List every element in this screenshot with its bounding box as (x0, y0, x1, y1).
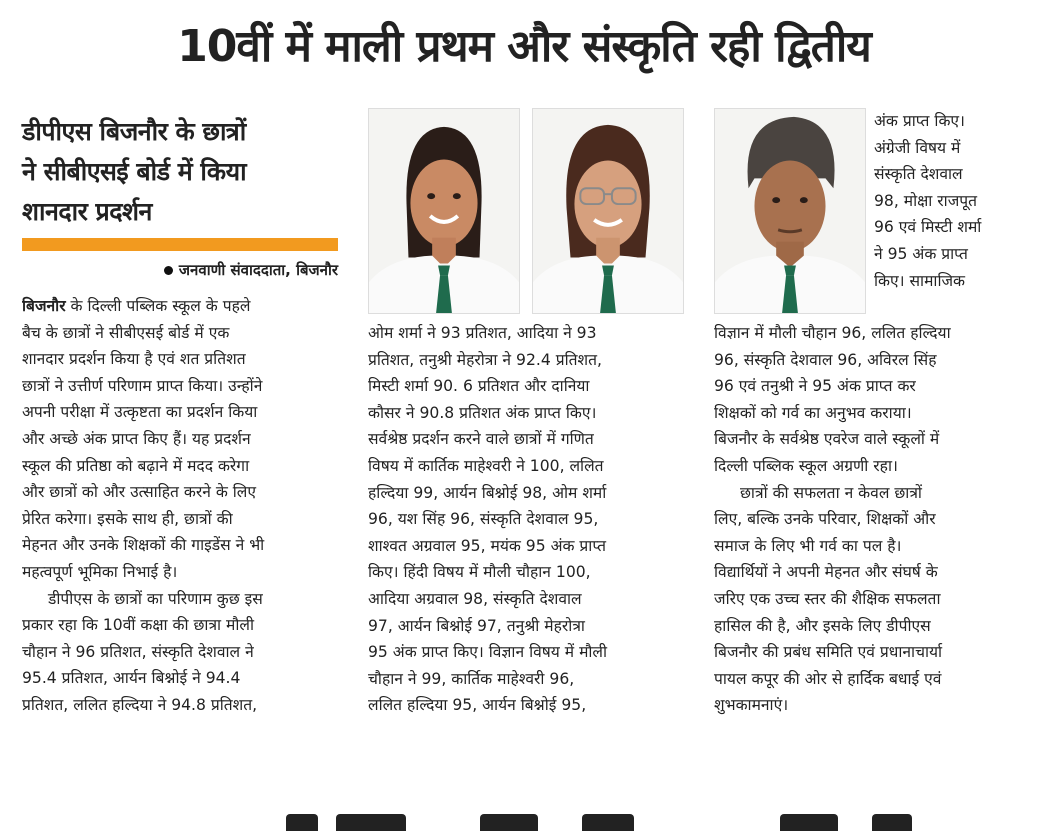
bullet-icon (164, 266, 173, 275)
text-line: किए। हिंदी विषय में मौली चौहान 100, (368, 563, 591, 582)
text-line: चौहान ने 99, कार्तिक माहेश्वरी 96, (368, 669, 575, 688)
text-line: प्रतिशत, तनुश्री मेहरोत्रा ने 92.4 प्रतिशत, (368, 350, 602, 369)
text-line: मिस्टी शर्मा 90. 6 प्रतिशत और दानिया (368, 377, 590, 396)
text-line: अंग्रेजी विषय में (874, 138, 961, 157)
text-line: जरिए एक उच्च स्तर की शैक्षिक सफलता (714, 589, 941, 608)
text-line: शिक्षकों को गर्व का अनुभव कराया। (714, 403, 912, 422)
text-line: संस्कृति देशवाल (874, 165, 963, 184)
text-line: समाज के लिए भी गर्व का पल है। (714, 536, 902, 555)
subhead-line: शानदार प्रदर्शन (22, 197, 152, 226)
text-line: बिजनौर की प्रबंध समिति एवं प्रधानाचार्या (714, 643, 943, 662)
text-line: हल्दिया 99, आर्यन बिश्नोई 98, ओम शर्मा (368, 483, 607, 502)
text-line: शानदार प्रदर्शन किया है एवं शत प्रतिशत (22, 350, 246, 369)
text-line: लिए, बल्कि उनके परिवार, शिक्षकों और (714, 510, 936, 529)
text-line: 96, यश सिंह 96, संस्कृति देशवाल 95, (368, 510, 599, 529)
text-line: कौसर ने 90.8 प्रतिशत अंक प्राप्त किए। (368, 403, 597, 422)
text-line: प्रतिशत, ललित हल्दिया ने 94.8 प्रतिशत, (22, 695, 258, 714)
orange-divider (22, 238, 338, 251)
text-line: विद्यार्थियों ने अपनी मेहनत और संघर्ष के (714, 563, 938, 582)
article-column-3 (714, 320, 1032, 719)
text-line: बिजनौर के सर्वश्रेष्ठ एवरेज वाले स्कूलों में (714, 430, 940, 449)
byline (22, 258, 338, 282)
headline-fragment (582, 814, 634, 831)
text-fragment: के दिल्ली पब्लिक स्कूल के पहले (65, 297, 251, 315)
text-line: 98, मोक्षा राजपूत (874, 191, 978, 210)
headline: 10वीं में माली प्रथम और संस्कृति रही द्वितीय (177, 21, 871, 72)
text-line: विषय में कार्तिक माहेश्वरी ने 100, ललित (368, 456, 604, 475)
text-line: 97, आर्यन बिश्नोई 97, तनुश्री मेहरोत्रा (368, 616, 585, 635)
text-line: 96 एवं तनुश्री ने 95 अंक प्राप्त कर (714, 377, 916, 396)
student-portrait-icon (533, 109, 683, 313)
text-line: और छात्रों को और उत्साहित करने के लिए (22, 483, 257, 502)
text-line: दिल्ली पब्लिक स्कूल अग्रणी रहा। (714, 456, 898, 475)
text-line: और अच्छे अंक प्राप्त किए हैं। यह प्रदर्शन (22, 429, 251, 448)
text-line: छात्रों की सफलता न केवल छात्रों (740, 483, 922, 502)
text-line: ओम शर्मा ने 93 प्रतिशत, आदिया ने 93 (368, 324, 597, 342)
byline-text: जनवाणी संवाददाता, बिजनौर (178, 261, 338, 279)
text-line: महत्वपूर्ण भूमिका निभाई है। (22, 562, 178, 581)
text-line: अंक प्राप्त किए। (874, 112, 965, 130)
text-line: मेहनत और उनके शिक्षकों की गाइडेंस ने भी (22, 536, 265, 555)
student-photo-boy (714, 108, 866, 314)
text-line: आदिया अग्रवाल 98, संस्कृति देशवाल (368, 589, 582, 608)
text-line: 96, संस्कृति देशवाल 96, अविरल सिंह (714, 350, 937, 369)
headline-fragment (336, 814, 406, 831)
article-column-1 (22, 293, 342, 719)
text-line: 96 एवं मिस्टी शर्मा (874, 218, 982, 237)
student-portrait-icon (715, 109, 865, 313)
text-line: सर्वश्रेष्ठ प्रदर्शन करने वाले छात्रों में गणित (368, 430, 594, 449)
text-line: स्कूल की प्रतिष्ठा को बढ़ाने में मदद करेगा (22, 456, 250, 475)
text-line: शुभकामनाएं। (714, 696, 789, 715)
next-headline-cutoff (0, 796, 1048, 831)
text-line: हासिल की है, और इसके लिए डीपीएस (714, 616, 931, 635)
text-line: प्रेरित करेगा। इसके साथ ही, छात्रों की (22, 509, 233, 528)
subhead-line: ने सीबीएसई बोर्ड में किया (22, 157, 247, 186)
headline-fragment (872, 814, 912, 831)
text-line: ललित हल्दिया 95, आर्यन बिश्नोई 95, (368, 696, 587, 715)
student-photo-girl-2 (532, 108, 684, 314)
text-line: छात्रों ने उत्तीर्ण परिणाम प्राप्त किया। उन्होंने (22, 376, 263, 395)
headline-fragment (480, 814, 538, 831)
text-line (22, 293, 342, 320)
text-line: अपनी परीक्षा में उत्कृष्टता का प्रदर्शन किया (22, 403, 258, 422)
text-line: 95 अंक प्राप्त किए। विज्ञान विषय में मौली (368, 643, 608, 662)
subheadline (22, 112, 342, 232)
text-line: ने 95 अंक प्राप्त (874, 244, 968, 263)
text-line: किए। सामाजिक (874, 271, 966, 290)
headline-fragment (780, 814, 838, 831)
text-line: 95.4 प्रतिशत, आर्यन बिश्नोई ने 94.4 (22, 669, 241, 688)
text-line: शाश्वत अग्रवाल 95, मयंक 95 अंक प्राप्त (368, 536, 607, 555)
article-column-2 (368, 320, 686, 719)
text-line: डीपीएस के छात्रों का परिणाम कुछ इस (48, 589, 263, 608)
text-line: बैच के छात्रों ने सीबीएसई बोर्ड में एक (22, 323, 230, 342)
subhead-line: डीपीएस बिजनौर के छात्रों (22, 117, 246, 146)
student-portrait-icon (369, 109, 519, 313)
article-column-3-top (874, 108, 1034, 294)
student-photo-girl-1 (368, 108, 520, 314)
text-line: प्रकार रहा कि 10वीं कक्षा की छात्रा मौली (22, 616, 255, 635)
headline-fragment (286, 814, 318, 831)
text-line: चौहान ने 96 प्रतिशत, संस्कृति देशवाल ने (22, 642, 254, 661)
dateline: बिजनौर (22, 297, 66, 315)
text-line: विज्ञान में मौली चौहान 96, ललित हल्दिया (714, 324, 951, 342)
text-line: पायल कपूर की ओर से हार्दिक बधाई एवं (714, 669, 942, 688)
